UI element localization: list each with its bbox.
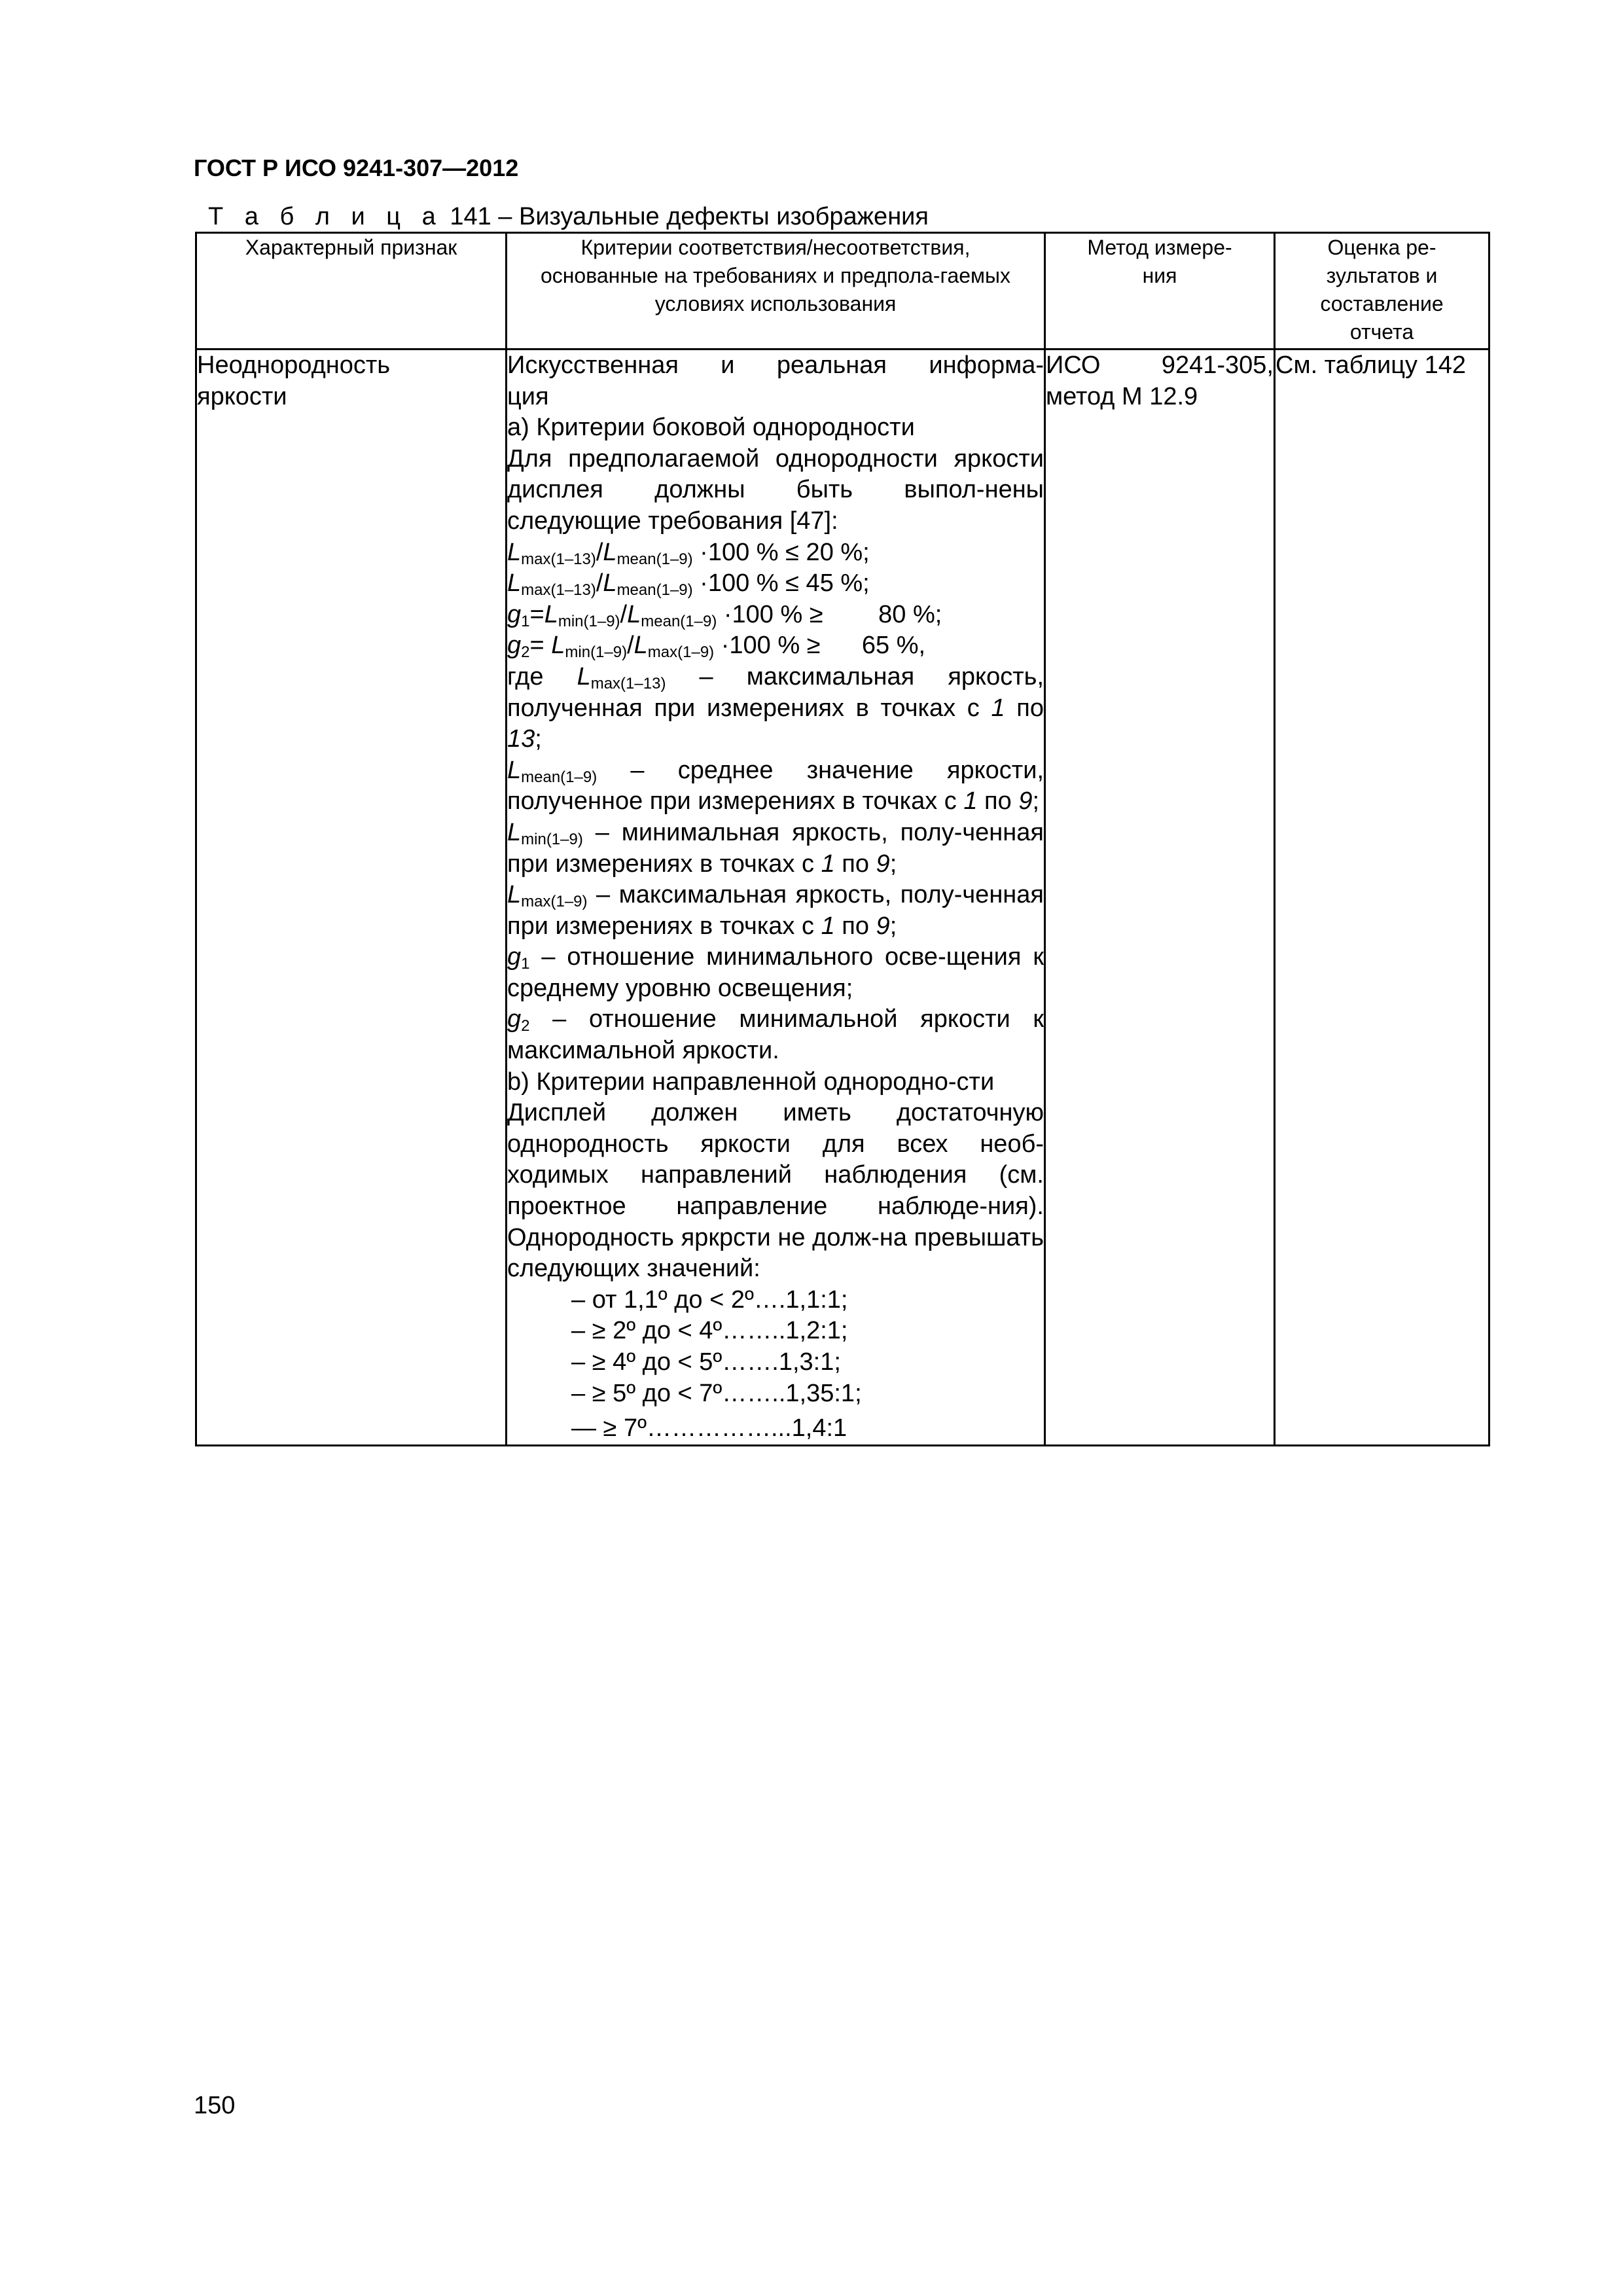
formula-3: $g_1=L_{min(1-9)}/L_{mean(1-9)} \cdot 100$ % ≥ 80 %; xyxy=(507,600,942,630)
column-header-criteria-text: Критерии соответствия/несоответствия, основанные на требованиях и предпола-гаемых условиях использования xyxy=(540,236,1011,315)
cell-criteria xyxy=(507,350,1045,1446)
criteria-para-b: Дисплей должен иметь достаточную однородность яркости для всех необ-ходимых направлений наблюдения (см. проектное направление наблюде-ния). Однородность яркрсти не долж-на превышать следующих значений: xyxy=(507,1099,1044,1283)
column-header-evaluation xyxy=(1275,233,1489,350)
method-text: ИСО 9241-305, метод М 12.9 xyxy=(1046,351,1274,410)
column-header-evaluation-text: Оценка ре-зультатов и составление отчета xyxy=(1320,236,1444,344)
list-item: – от 1,1º до < 2º….1,1:1; xyxy=(571,1285,848,1314)
table-caption-text: 141 – Визуальные дефекты изображения xyxy=(450,203,929,230)
cell-method xyxy=(1045,350,1275,1446)
column-header-feature-text: Характерный признак xyxy=(245,236,457,259)
criteria-intro-line1: Искусственная и реальная информа- xyxy=(507,351,1044,379)
column-header-method-text: Метод измере-ния xyxy=(1087,236,1232,287)
definition-lmin: $L_{min(1-9)}$ – минимальная яркость, полу-ченная при измерениях в точках с 1 по 9; xyxy=(507,818,1044,878)
formula-1: $L_{max(1-13)}/L_{mean(1-9)} \cdot 100$ % ≤ 20 %; xyxy=(507,538,870,568)
definition-g1: $g_1$ – отношение минимального осве-щения к среднему уровню освещения; xyxy=(507,943,1044,1002)
list-item: – ≥ 5º до < 7º……..1,35:1; xyxy=(571,1379,862,1407)
definition-lmax-9: $L_{max(1-9)}$ – максимальная яркость, полу-ченная при измерениях в точках с 1 по 9; xyxy=(507,881,1044,940)
defects-table xyxy=(195,232,1490,1446)
definition-lmax-13: где $L_{max(1-13)}$ – максимальная яркость, полученная при измерениях в точках с 1 по 13; xyxy=(507,662,1044,753)
column-header-method xyxy=(1045,233,1275,350)
column-header-criteria xyxy=(507,233,1045,350)
formula-2: $L_{max(1-13)}/L_{mean(1-9)} \cdot 100$ % ≤ 45 %; xyxy=(507,569,870,600)
criteria-intro-line2: ция xyxy=(507,382,549,410)
criteria-para-a: Для предполагаемой однородности яркости дисплея должны быть выпол-нены следующие требования [47]: xyxy=(507,444,1044,535)
table-caption xyxy=(208,203,929,231)
document-header: ГОСТ Р ИСО 9241-307—2012 xyxy=(194,154,519,181)
criteria-item-a: а) Критерии боковой однородности xyxy=(507,414,915,442)
list-item: — ≥ 7º……………...1,4:1 xyxy=(571,1414,847,1443)
feature-text: Неоднородность яркости xyxy=(197,351,391,410)
table-caption-prefix: Т а б л и ц а xyxy=(208,203,443,230)
table-header-row xyxy=(196,233,1489,350)
evaluation-text: См. таблицу 142 xyxy=(1275,351,1466,379)
table-row xyxy=(196,350,1489,1446)
cell-feature xyxy=(196,350,507,1446)
formula-4: $g_2= L_{min(1-9)}/L_{max(1-9)} \cdot 100$ % ≥ 65 %, xyxy=(507,632,926,662)
definition-lmean: $L_{mean(1-9)}$ – среднее значение яркости, полученное при измерениях в точках с 1 по 9; xyxy=(507,756,1044,816)
criteria-item-b: b) Критерии направленной однородно-сти xyxy=(507,1067,995,1096)
list-item: – ≥ 4º до < 5º…….1,3:1; xyxy=(571,1348,841,1376)
page-number: 150 xyxy=(194,2092,236,2119)
cell-evaluation xyxy=(1275,350,1489,1446)
list-item: – ≥ 2º до < 4º……..1,2:1; xyxy=(571,1317,848,1345)
definition-g2: $g_2$ – отношение минимальной яркости к максимальной яркости. xyxy=(507,1005,1044,1065)
column-header-feature xyxy=(196,233,507,350)
